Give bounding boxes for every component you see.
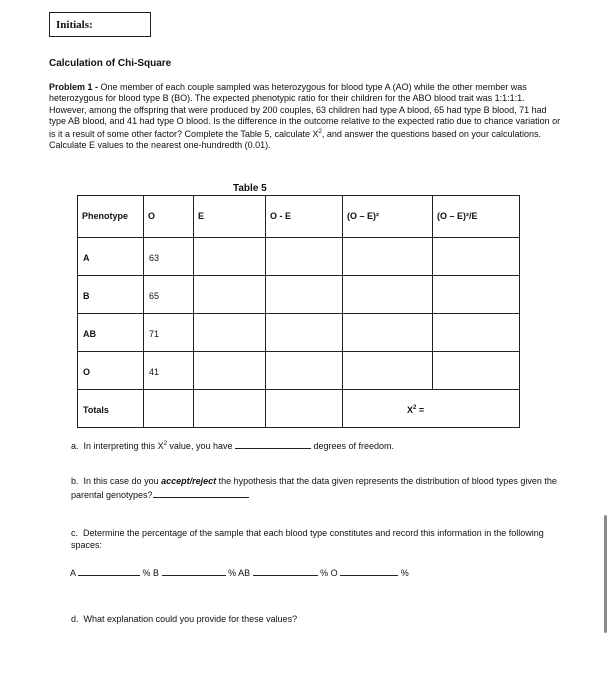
problem-statement [49, 82, 564, 152]
o-minus-e-cell[interactable] [266, 276, 343, 314]
header-o-minus-e-squared: (O – E)² [343, 196, 433, 238]
chi-term-cell[interactable] [433, 314, 520, 352]
o-minus-e-cell[interactable] [266, 352, 343, 390]
o-minus-e-cell[interactable] [266, 314, 343, 352]
percent-ab-blank[interactable] [253, 566, 318, 576]
problem-text-1: One member of each couple sampled was heterozygous for blood type A (AO) while the other member was heterozygous for blood type B (BO). The expected phenotypic ratio for their children for the ABO blood trait was 1:1:1:1. However, among the offspring that were produced by 200 couples, 63 children had type A blood, 65 had type B blood, 71 had type AB blood, and 41 had type O blood. Is the difference in the outcome relative to the expected ratio due to chance variation or is it a result of some other factor? Complete the Table 5, calculate X [49, 82, 561, 140]
initials-field[interactable] [49, 12, 151, 37]
percent-o-blank[interactable] [340, 566, 398, 576]
percent-b-blank[interactable] [162, 566, 226, 576]
o-minus-e-squared-cell[interactable] [343, 276, 433, 314]
degrees-of-freedom-blank[interactable] [235, 439, 311, 449]
phenotype-cell: O [78, 352, 144, 390]
observed-cell: 63 [144, 238, 194, 276]
table-row [78, 276, 520, 314]
chi-term-cell[interactable] [433, 276, 520, 314]
observed-cell: 65 [144, 276, 194, 314]
chi-term-cell[interactable] [433, 352, 520, 390]
header-observed: O [144, 196, 194, 238]
phenotype-cell: A [78, 238, 144, 276]
totals-row [78, 390, 520, 428]
question-d: d. What explanation could you provide for these values? [71, 614, 298, 624]
table-row [78, 238, 520, 276]
expected-cell[interactable] [194, 276, 266, 314]
percent-a-blank[interactable] [78, 566, 140, 576]
chi-term-cell[interactable] [433, 238, 520, 276]
table-caption: Table 5 [233, 183, 267, 194]
chi-square-label: $X^2$ = [407, 405, 425, 415]
header-o-minus-e: O - E [266, 196, 343, 238]
phenotype-cell: B [78, 276, 144, 314]
question-c: c. Determine the percentage of the sample that each blood type constitutes and record this information in the following spaces: [71, 528, 544, 550]
problem-label: Problem 1 - [49, 82, 99, 92]
o-minus-e-squared-cell[interactable] [343, 314, 433, 352]
header-expected: E [194, 196, 266, 238]
expected-cell[interactable] [194, 352, 266, 390]
table-header-row [78, 196, 520, 238]
o-minus-e-cell[interactable] [266, 238, 343, 276]
chi-square-table [77, 195, 520, 428]
question-a: a. In interpreting this $X^2$ value, you have degrees of freedom. [71, 441, 395, 451]
percentage-line: A % B % AB % O % [70, 568, 409, 578]
expected-cell[interactable] [194, 314, 266, 352]
o-minus-e-squared-cell[interactable] [343, 352, 433, 390]
initials-label: Initials: [56, 19, 93, 31]
observed-cell: 41 [144, 352, 194, 390]
section-title: Calculation of Chi-Square [49, 58, 172, 69]
problem-chi-sup: 2 [318, 129, 322, 136]
totals-label-cell: Totals [78, 390, 144, 428]
o-minus-e-total-cell[interactable] [266, 390, 343, 428]
question-b: b. In this case do you accept/reject the hypothesis that the data given represents the distribution of blood types given the parental genotypes? [71, 476, 557, 500]
table-row [78, 352, 520, 390]
chi-square-total-cell[interactable] [343, 390, 520, 428]
header-chi-term: (O – E)²/E [433, 196, 520, 238]
expected-cell[interactable] [194, 238, 266, 276]
table-row [78, 314, 520, 352]
vertical-scrollbar[interactable] [604, 515, 607, 633]
expected-total-cell[interactable] [194, 390, 266, 428]
header-phenotype: Phenotype [78, 196, 144, 238]
problem-text-2: , and answer the questions based on your calculations. Calculate E values to the nearest one-hundredth (0.01). [49, 129, 541, 151]
accept-reject-blank[interactable] [153, 488, 249, 498]
observed-total-cell[interactable] [144, 390, 194, 428]
observed-cell: 71 [144, 314, 194, 352]
phenotype-cell: AB [78, 314, 144, 352]
o-minus-e-squared-cell[interactable] [343, 238, 433, 276]
